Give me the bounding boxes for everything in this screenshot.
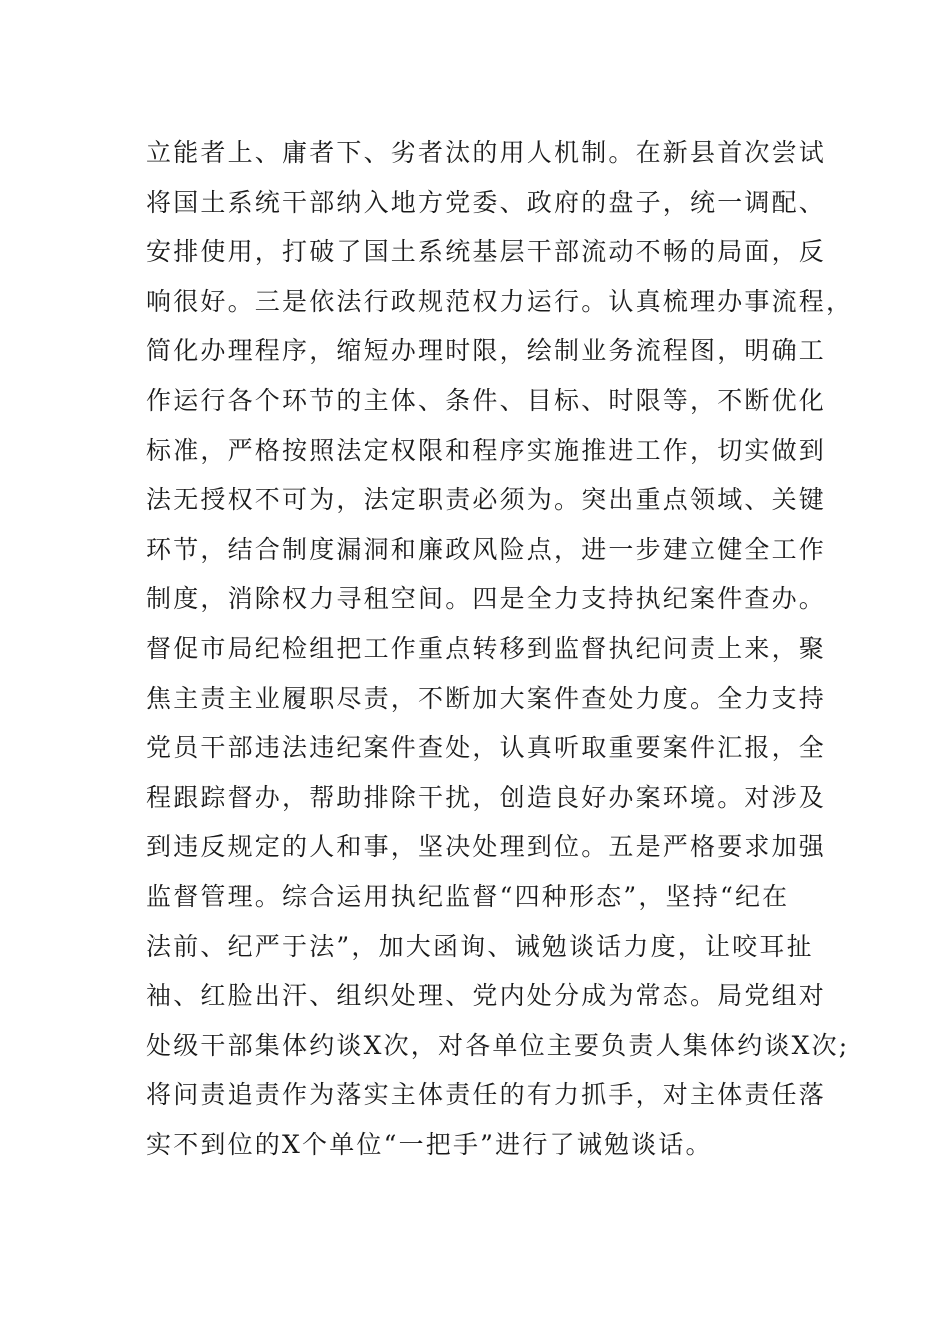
text-line: 安排使用，打破了国土系统基层干部流动不畅的局面，反 <box>146 237 827 267</box>
text-line: 监督管理。综合运用执纪监督“四种形态”，坚持“纪在 <box>146 881 790 911</box>
text-line: 将国土系统干部纳入地方党委、政府的盘子，统一调配、 <box>146 187 827 217</box>
text-line: 处级干部集体约谈X次，对各单位主要负责人集体约谈X次; <box>146 1030 850 1060</box>
text-line: 焦主责主业履职尽责，不断加大案件查处力度。全力支持 <box>146 683 827 713</box>
text-line: 将问责追责作为落实主体责任的有力抓手，对主体责任落 <box>146 1080 827 1110</box>
text-line: 到违反规定的人和事，坚决处理到位。五是严格要求加强 <box>146 832 827 862</box>
text-line: 响很好。三是依法行政规范权力运行。认真梳理办事流程， <box>146 286 854 316</box>
body-text <box>146 128 854 1169</box>
text-line: 袖、红脸出汗、组织处理、党内处分成为常态。局党组对 <box>146 981 827 1011</box>
text-line: 作运行各个环节的主体、条件、目标、时限等，不断优化 <box>146 385 827 415</box>
text-line: 法前、纪严于法”，加大函询、诫勉谈话力度，让咬耳扯 <box>146 931 814 961</box>
text-line: 党员干部违法违纪案件查处，认真听取重要案件汇报，全 <box>146 733 827 763</box>
text-line: 制度，消除权力寻租空间。四是全力支持执纪案件查办。 <box>146 584 827 614</box>
text-line: 程跟踪督办，帮助排除干扰，创造良好办案环境。对涉及 <box>146 782 827 812</box>
text-line: 环节，结合制度漏洞和廉政风险点，进一步建立健全工作 <box>146 534 827 564</box>
text-line: 立能者上、庸者下、劣者汰的用人机制。在新县首次尝试 <box>146 138 827 167</box>
text-line: 简化办理程序，缩短办理时限，绘制业务流程图，明确工 <box>146 336 827 366</box>
text-line: 法无授权不可为，法定职责必须为。突出重点领域、关键 <box>146 485 827 515</box>
text-line: 实不到位的X个单位“一把手”进行了诫勉谈话。 <box>146 1129 713 1159</box>
text-line: 督促市局纪检组把工作重点转移到监督执纪问责上来，聚 <box>146 633 827 663</box>
text-line: 标准，严格按照法定权限和程序实施推进工作，切实做到 <box>146 435 827 465</box>
